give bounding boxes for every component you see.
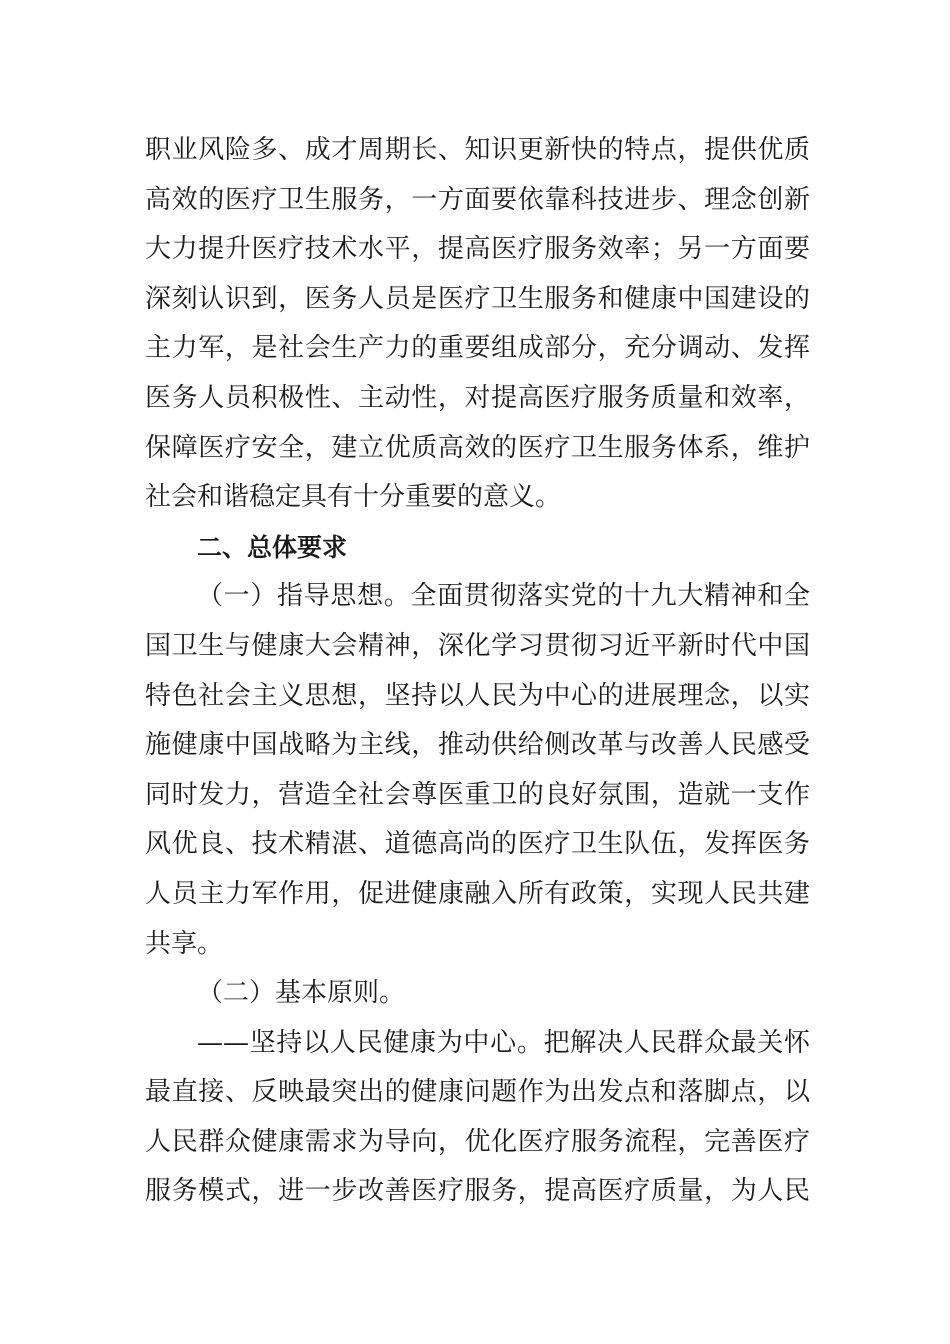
paragraph-2-line: 风优良、技术精湛、道德高尚的医疗卫生队伍，发挥医务 — [145, 829, 810, 860]
paragraph-2-line: 国卫生与健康大会精神，深化学习贯彻习近平新时代中国 — [145, 630, 810, 661]
paragraph-4-line: ——坚持以人民健康为中心。把解决人民群众最关怀 — [197, 1027, 810, 1058]
document-body — [145, 126, 810, 1217]
paragraph-1-line: 保障医疗安全，建立优质高效的医疗卫生服务体系，维护 — [145, 432, 810, 463]
paragraph-1-line: 高效的医疗卫生服务，一方面要依靠科技进步、理念创新 — [145, 184, 810, 215]
paragraph-4-line: 最直接、反映最突出的健康问题作为出发点和落脚点，以 — [145, 1077, 810, 1108]
section-heading: 二、总体要求 — [197, 532, 348, 562]
paragraph-1-line: 医务人员积极性、主动性，对提高医疗服务质量和效率， — [145, 382, 810, 413]
paragraph-1-line: 社会和谐稳定具有十分重要的意义。 — [145, 482, 562, 513]
paragraph-4-line: 服务模式，进一步改善医疗服务，提高医疗质量，为人民 — [145, 1176, 810, 1207]
paragraph-2-line: 施健康中国战略为主线，推动供给侧改革与改善人民感受 — [145, 730, 810, 761]
paragraph-1-line: 大力提升医疗技术水平，提高医疗服务效率；另一方面要 — [145, 234, 810, 265]
paragraph-2-line: 人员主力军作用，促进健康融入所有政策，实现人民共建 — [145, 878, 810, 909]
paragraph-4-line: 人民群众健康需求为导向，优化医疗服务流程，完善医疗 — [145, 1126, 810, 1157]
paragraph-1-line: 深刻认识到，医务人员是医疗卫生服务和健康中国建设的 — [145, 283, 810, 314]
paragraph-2-line: （一）指导思想。全面贯彻落实党的十九大精神和全 — [197, 581, 810, 612]
paragraph-2-line: 共享。 — [145, 928, 224, 959]
paragraph-1-line: 主力军，是社会生产力的重要组成部分，充分调动、发挥 — [145, 333, 810, 364]
paragraph-2-line: 特色社会主义思想，坚持以人民为中心的进展理念，以实 — [145, 680, 810, 711]
paragraph-1-line: 职业风险多、成才周期长、知识更新快的特点，提供优质 — [145, 135, 810, 165]
paragraph-3-line: （二）基本原则。 — [197, 978, 406, 1009]
paragraph-2-line: 同时发力，营造全社会尊医重卫的良好氛围，造就一支作 — [145, 779, 810, 810]
